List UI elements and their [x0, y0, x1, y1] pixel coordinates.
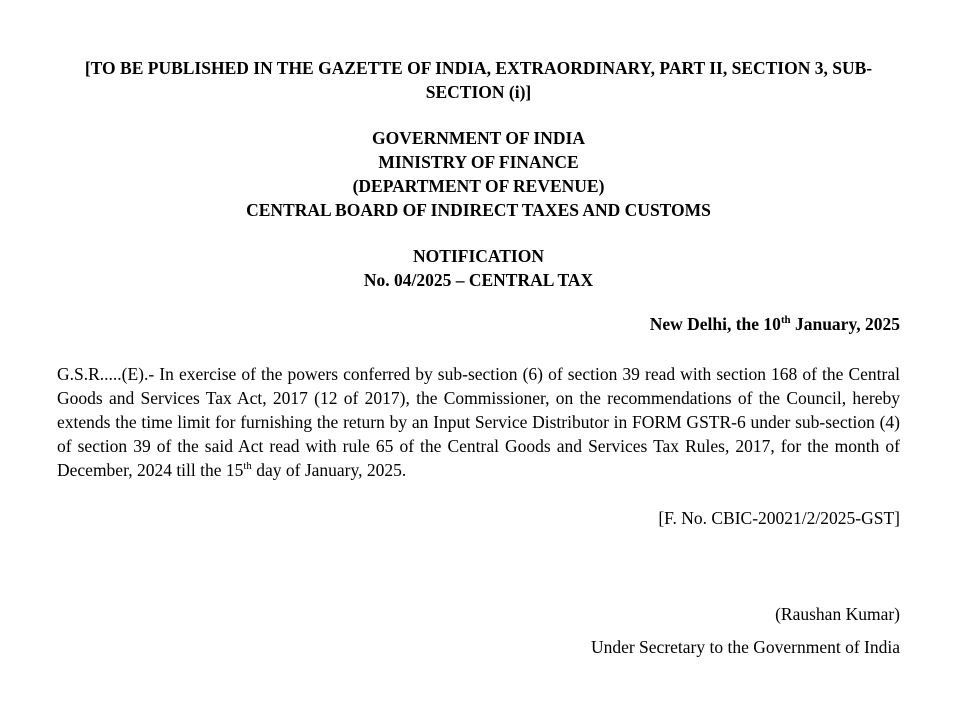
file-number [57, 506, 900, 530]
gazette-header-line-2: SECTION (i)] [425, 82, 532, 102]
notification-title-block [57, 244, 900, 292]
dateline [57, 312, 900, 336]
gazette-publication-header [57, 56, 900, 104]
gazette-header-line-1: [TO BE PUBLISHED IN THE GAZETTE OF INDIA, EXTRAORDINARY, PART II, SECTION 3, SUB- [84, 58, 873, 78]
dateline-prefix: New Delhi, the 10 [649, 314, 781, 334]
body-ordinal-superscript: th [243, 460, 252, 473]
dateline-ordinal-superscript: th [780, 314, 791, 327]
body-text-after-superscript: day of January, 2025. [251, 460, 407, 480]
notification-title: NOTIFICATION [413, 246, 544, 266]
notification-body-paragraph [57, 362, 900, 482]
signature-block [57, 602, 900, 659]
file-number-text: [F. No. CBIC-20021/2/2025-GST] [658, 508, 900, 528]
cbic-line: CENTRAL BOARD OF INDIRECT TAXES AND CUSTOMS [246, 200, 711, 220]
government-of-india-line: GOVERNMENT OF INDIA [372, 128, 585, 148]
dateline-suffix: January, 2025 [790, 314, 900, 334]
issuing-authority-block [57, 126, 900, 222]
notification-number: No. 04/2025 – CENTRAL TAX [363, 270, 594, 290]
ministry-of-finance-line: MINISTRY OF FINANCE [378, 152, 579, 172]
signatory-designation: Under Secretary to the Government of India [590, 637, 900, 657]
department-of-revenue-line: (DEPARTMENT OF REVENUE) [352, 176, 605, 196]
body-text-before-superscript: G.S.R.....(E).- In exercise of the powers conferred by sub-section (6) of section 39 read with section 168 of the Central Goods and Services Tax Act, 2017 (12 of 2017), the Commissioner, on the recommendations of the Council, hereby extends the time limit for furnishing the return by an Input Service Distributor in FORM GSTR-6 under sub-section (4) of section 39 of the said Act read with rule 65 of the Central Goods and Services Tax Rules, 2017, for the month of December, 2024 till the 15 [57, 364, 900, 480]
signatory-name: (Raushan Kumar) [775, 604, 900, 624]
